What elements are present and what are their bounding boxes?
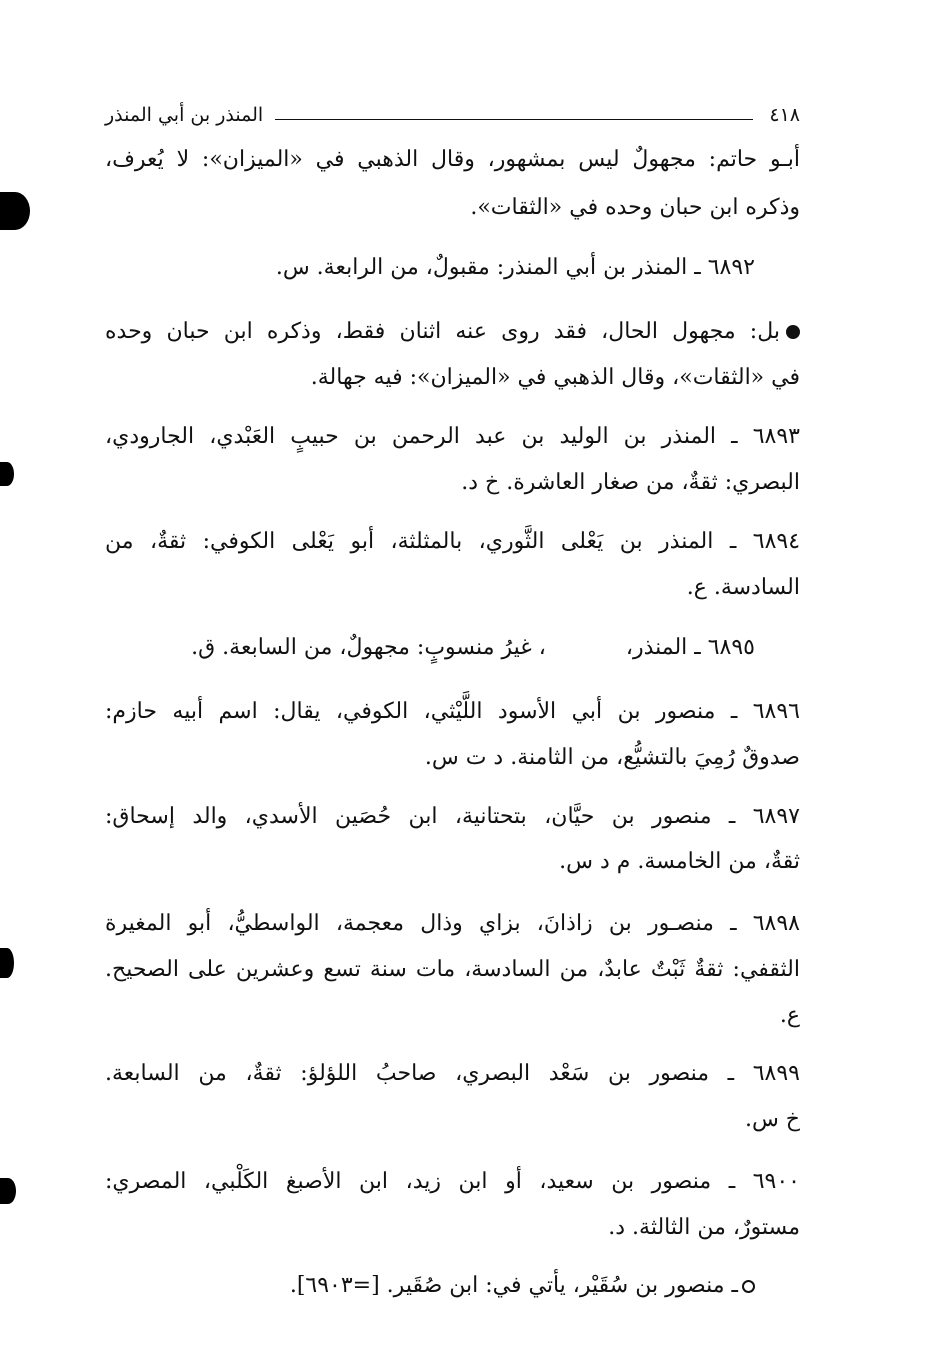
entry-6900: ٦٩٠٠ ـ منصور بن سعيد، أو ابن زيد، ابن الأصبغ الكَلْبي، المصري: — [105, 1169, 800, 1194]
entry-6893: ٦٨٩٣ ـ المنذر بن الوليد بن عبد الرحمن بن حبيبٍ العَبْدي، الجارودي، — [105, 424, 800, 449]
binding-hole-mark — [0, 462, 14, 486]
text-line: ثقةٌ، من الخامسة. م د س. — [559, 849, 800, 874]
bullet-dot-icon — [786, 325, 800, 339]
entry-6895 — [105, 626, 800, 670]
binding-hole-mark — [0, 192, 30, 230]
running-title: المنذر بن أبي المنذر — [105, 104, 264, 126]
entry-6896: ٦٨٩٦ ـ منصور بن أبي الأسود اللَّيْثي، الكوفي، يقال: اسم أبيه حازم: — [105, 699, 800, 724]
binding-hole-mark — [0, 1178, 16, 1204]
text-line: خ س. — [744, 1107, 800, 1132]
text-line: صدوقٌ رُمِيَ بالتشيُّع، من الثامنة. د ت س. — [424, 745, 800, 770]
comment-text: بل: مجهول الحال، فقد روى عنه اثنان فقط، وذكره ابن حبان وحده — [105, 319, 780, 344]
cross-reference — [105, 1264, 800, 1308]
open-circle-icon — [742, 1280, 755, 1293]
comment-line: في «الثقات»، وقال الذهبي في «الميزان»: فيه جهالة. — [310, 365, 800, 390]
text-line: أبـو حاتم: مجهولٌ ليس بمشهور، وقال الذهبي في «الميزان»: لا يُعرف، — [105, 147, 800, 172]
entry-6894: ٦٨٩٤ ـ المنذر بن يَعْلى الثَّوري، بالمثلثة، أبو يَعْلى الكوفي: ثقةٌ، من — [105, 529, 801, 554]
entry-6892: ٦٨٩٢ ـ المنذر بن أبي المنذر: مقبولٌ، من الرابعة. س. — [275, 255, 755, 280]
cross-reference-text: ـ منصور بن سُقَيْر، يأتي في: ابن صُقَير. [=٦٩٠٣]. — [289, 1273, 738, 1298]
binding-hole-mark — [0, 948, 14, 978]
text-line: الثقفي: ثقةٌ ثَبْتٌ عابدٌ، من السادسة، مات سنة تسع وعشرين على الصحيح. — [105, 957, 800, 982]
entry-6895-name: ٦٨٩٥ ـ المنذر، — [625, 635, 755, 660]
comment-line — [105, 310, 800, 354]
text-line: مستورٌ، من الثالثة. د. — [608, 1215, 800, 1240]
entry-6899: ٦٨٩٩ ـ منصور بن سَعْد البصري، صاحبُ اللؤلؤ: ثقةٌ، من السابعة. — [105, 1061, 800, 1086]
page-number: ٤١٨ — [769, 104, 800, 126]
header-rule — [275, 119, 753, 120]
text-line: السادسة. ع. — [686, 575, 800, 600]
page-header — [105, 98, 800, 132]
text-line: البصري: ثقةٌ، من صغار العاشرة. خ د. — [461, 470, 800, 495]
entry-6897: ٦٨٩٧ ـ منصور بن حيَّان، بتحتانية، ابن حُصَين الأسدي، والد إسحاق: — [105, 804, 800, 829]
entry-6895-desc: ، غيرُ منسوبٍ: مجهولٌ، من السابعة. ق. — [191, 635, 546, 660]
entry-6898: ٦٨٩٨ ـ منصـور بن زاذانَ، بزاي وذال معجمة، الواسطيُّ، أبو المغيرة — [105, 911, 800, 936]
text-line: ع. — [779, 1003, 800, 1028]
text-line: وذكره ابن حبان وحده في «الثقات». — [470, 195, 800, 220]
